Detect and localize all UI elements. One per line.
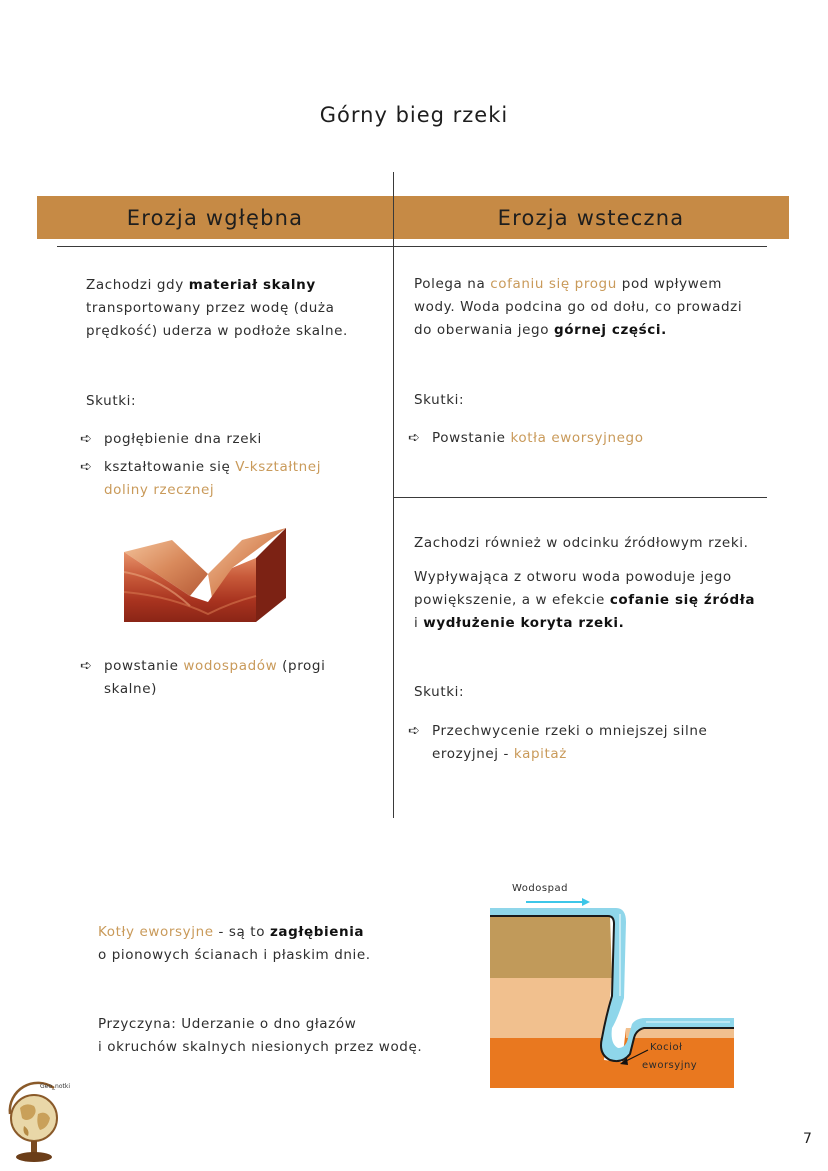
right-skutki-label-2: Skutki:: [414, 684, 465, 700]
right-paragraph-2: Zachodzi również w odcinku źródłowym rzeki.: [414, 535, 749, 551]
kotly-cause: Przyczyna: Uderzanie o dno głazów i okruchów skalnych niesionych przez wodę.: [98, 1016, 423, 1055]
right-paragraph-3: Wypływająca z otworu woda powoduje jego powiększenie, a w efekcie cofanie się źródła i wydłużenie koryta rzeki.: [414, 569, 756, 631]
left-intro: Zachodzi gdy materiał skalny transportowany przez wodę (duża prędkość) uderza w podłoże skalne.: [86, 277, 348, 339]
right-skutki-label-1: Skutki:: [414, 392, 465, 408]
kociol-eworsyjny-diagram: [486, 878, 738, 1090]
diagram-label-eworsyjny: eworsyjny: [642, 1060, 698, 1071]
arrow-right-icon: ➪: [80, 459, 93, 475]
right-bullet-2: ➪ Przechwycenie rzeki o mniejszej silne erozyjnej - kapitaż: [408, 720, 768, 768]
diagram-label-kociol: Kocioł: [650, 1042, 683, 1053]
page-title: Górny bieg rzeki: [319, 103, 509, 127]
left-skutki-label: Skutki:: [86, 393, 137, 409]
left-bullet-2: ➪ kształtowanie się V-kształtnej doliny rzecznej: [80, 456, 380, 504]
right-section-divider: [393, 497, 767, 498]
right-intro: Polega na cofaniu się progu pod wpływem wody. Woda podcina go od dołu, co prowadzi do oberwania jego górnej części.: [414, 276, 743, 338]
v-valley-illustration: [120, 522, 290, 626]
arrow-right-icon: ➪: [80, 658, 93, 674]
header-underline: [57, 246, 767, 247]
globe-logo-icon: [4, 1074, 70, 1166]
column-divider: [393, 172, 394, 818]
left-bullet-1: ➪ pogłębienie dna rzeki: [80, 428, 380, 452]
right-bullet-1: ➪ Powstanie kotła eworsyjnego: [408, 427, 768, 451]
globe-logo-text: Geo_notki: [40, 1083, 70, 1090]
kotly-definition: Kotły eworsyjne - są to zagłębienia o pionowych ścianach i płaskim dnie.: [98, 924, 371, 963]
right-column-header: Erozja wsteczna: [497, 206, 685, 230]
page-number: 7: [803, 1131, 812, 1147]
arrow-right-icon: ➪: [408, 723, 421, 739]
left-bullet-3: ➪ powstanie wodospadów (progi skalne): [80, 655, 380, 703]
arrow-right-icon: ➪: [408, 430, 421, 446]
left-column-header: Erozja wgłębna: [126, 206, 304, 230]
arrow-right-icon: ➪: [80, 431, 93, 447]
diagram-label-wodospad: Wodospad: [512, 883, 568, 894]
